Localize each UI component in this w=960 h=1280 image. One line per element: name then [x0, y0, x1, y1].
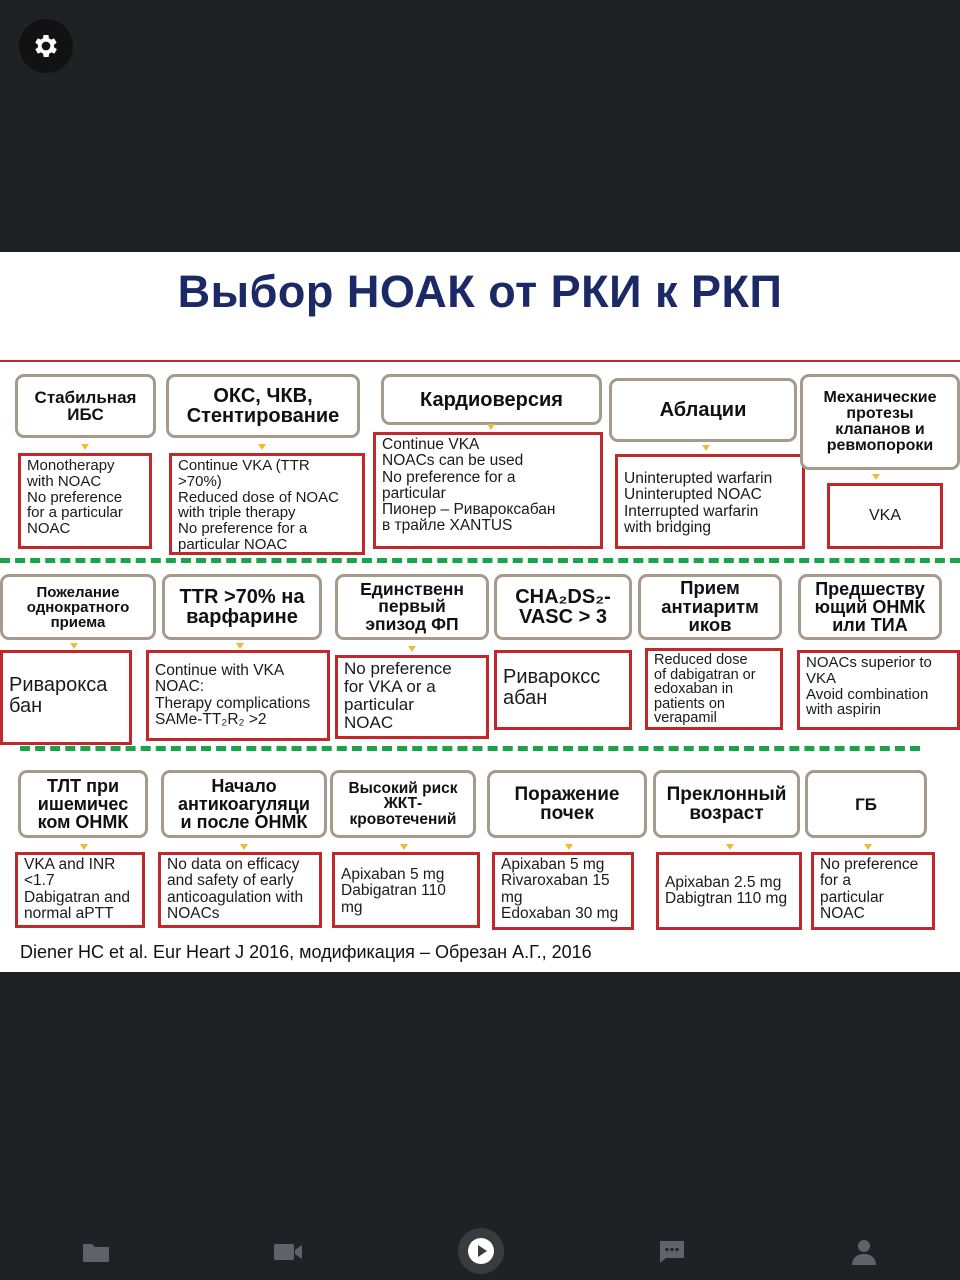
header-ablation: Аблации: [609, 378, 797, 442]
header-antiarrhythmics: Прием антиаритм иков: [638, 574, 782, 640]
header-thrombolysis: ТЛТ при ишемичес ком ОНМК: [18, 770, 148, 838]
box-once-daily: Ривароксa бан: [0, 650, 132, 745]
header-prior-stroke: Предшеству ющий ОНМК или ТИА: [798, 574, 942, 640]
box-acs-pci: Continue VKA (TTR >70%) Reduced dose of NOAC with triple therapy No preference for a particular NOAC: [169, 453, 365, 555]
person-icon: [850, 1238, 878, 1266]
box-hypertension: No preference for a particular NOAC: [811, 852, 935, 930]
header-kidney-disease: Поражение почек: [487, 770, 647, 838]
arrow: [400, 844, 408, 850]
header-cha2ds2-vasc: CHA₂DS₂- VASC > 3: [494, 574, 632, 640]
box-stable-ihd: Monotherapy with NOAC No preference for a particular NOAC: [18, 453, 152, 549]
box-thrombolysis: VKA and INR <1.7 Dabigatran and normal aPTT: [15, 852, 145, 928]
header-mechanical-valves: Механические протезы клапанов и ревмопороки: [800, 374, 960, 470]
arrow: [70, 643, 78, 649]
folder-icon: [81, 1240, 111, 1264]
slide-title: Выбор НОАК от РКИ к РКП: [177, 266, 783, 317]
arrow: [80, 844, 88, 850]
slide-image: [0, 252, 960, 972]
arrow: [565, 844, 573, 850]
play-button[interactable]: [458, 1228, 504, 1274]
box-anticoagulation-start: No data on efficacy and safety of early anticoagulation with NOACs: [158, 852, 322, 928]
header-stable-ihd: Стабильная ИБС: [15, 374, 156, 438]
header-elderly: Преклонный возраст: [653, 770, 800, 838]
arrow: [702, 445, 710, 451]
arrow: [872, 474, 880, 480]
arrow: [236, 643, 244, 649]
box-cardioversion: Continue VKA NOACs can be used No preference for a particular Пионер – Ривароксабан в трайле XANTUS: [373, 432, 603, 549]
header-ttr: TTR >70% на варфарине: [162, 574, 322, 640]
box-antiarrhythmics: Reduced dose of dabigatran or edoxaban in patients on verapamil: [645, 648, 783, 730]
box-cha2ds2-vasc: Ривароксс абан: [494, 650, 632, 730]
settings-button[interactable]: [19, 19, 73, 73]
video-camera-icon: [272, 1241, 304, 1263]
box-ablation: Uninterupted warfarin Uninterupted NOAC Interrupted warfarin with bridging: [615, 454, 805, 549]
arrow: [240, 844, 248, 850]
play-icon: [467, 1237, 495, 1265]
box-elderly: Apixaban 2.5 mg Dabigtran 110 mg: [656, 852, 802, 930]
title-divider: [0, 360, 960, 362]
arrow: [864, 844, 872, 850]
arrow: [726, 844, 734, 850]
header-once-daily: Пожелание однократного приема: [0, 574, 156, 640]
nav-video[interactable]: [270, 1236, 306, 1268]
nav-files[interactable]: [78, 1236, 114, 1268]
box-mechanical-valves: VKA: [827, 483, 943, 549]
gear-icon: [31, 31, 61, 61]
nav-profile[interactable]: [846, 1236, 882, 1268]
arrow: [487, 424, 495, 430]
header-gi-bleeding-risk: Высокий риск ЖКТ- кровотечений: [330, 770, 476, 838]
box-ttr: Continue with VKA NOAC: Therapy complications SAMe-TT₂R₂ >2: [146, 650, 330, 741]
box-gi-bleeding-risk: Apixaban 5 mg Dabigatran 110 mg: [332, 852, 480, 928]
row-divider-2: [20, 746, 920, 751]
arrow: [408, 646, 416, 652]
box-first-af-episode: No preference for VKA or a particular NOAC: [335, 655, 489, 739]
arrow: [81, 444, 89, 450]
header-cardioversion: Кардиоверсия: [381, 374, 602, 425]
box-prior-stroke: NOACs superior to VKA Avoid combination with aspirin: [797, 650, 960, 730]
row-divider-1: [0, 558, 960, 563]
arrow: [258, 444, 266, 450]
header-anticoagulation-start: Начало антикоагуляци и после ОНМК: [161, 770, 327, 838]
nav-chat[interactable]: [654, 1236, 690, 1268]
header-first-af-episode: Единственн первый эпизод ФП: [335, 574, 489, 640]
header-hypertension: ГБ: [805, 770, 927, 838]
header-acs-pci: ОКС, ЧКВ, Стентирование: [166, 374, 360, 438]
chat-icon: [658, 1239, 686, 1265]
citation: Diener HC et al. Eur Heart J 2016, модификация – Обрезан А.Г., 2016: [20, 942, 592, 962]
box-kidney-disease: Apixaban 5 mg Rivaroxaban 15 mg Edoxaban 30 mg: [492, 852, 634, 930]
